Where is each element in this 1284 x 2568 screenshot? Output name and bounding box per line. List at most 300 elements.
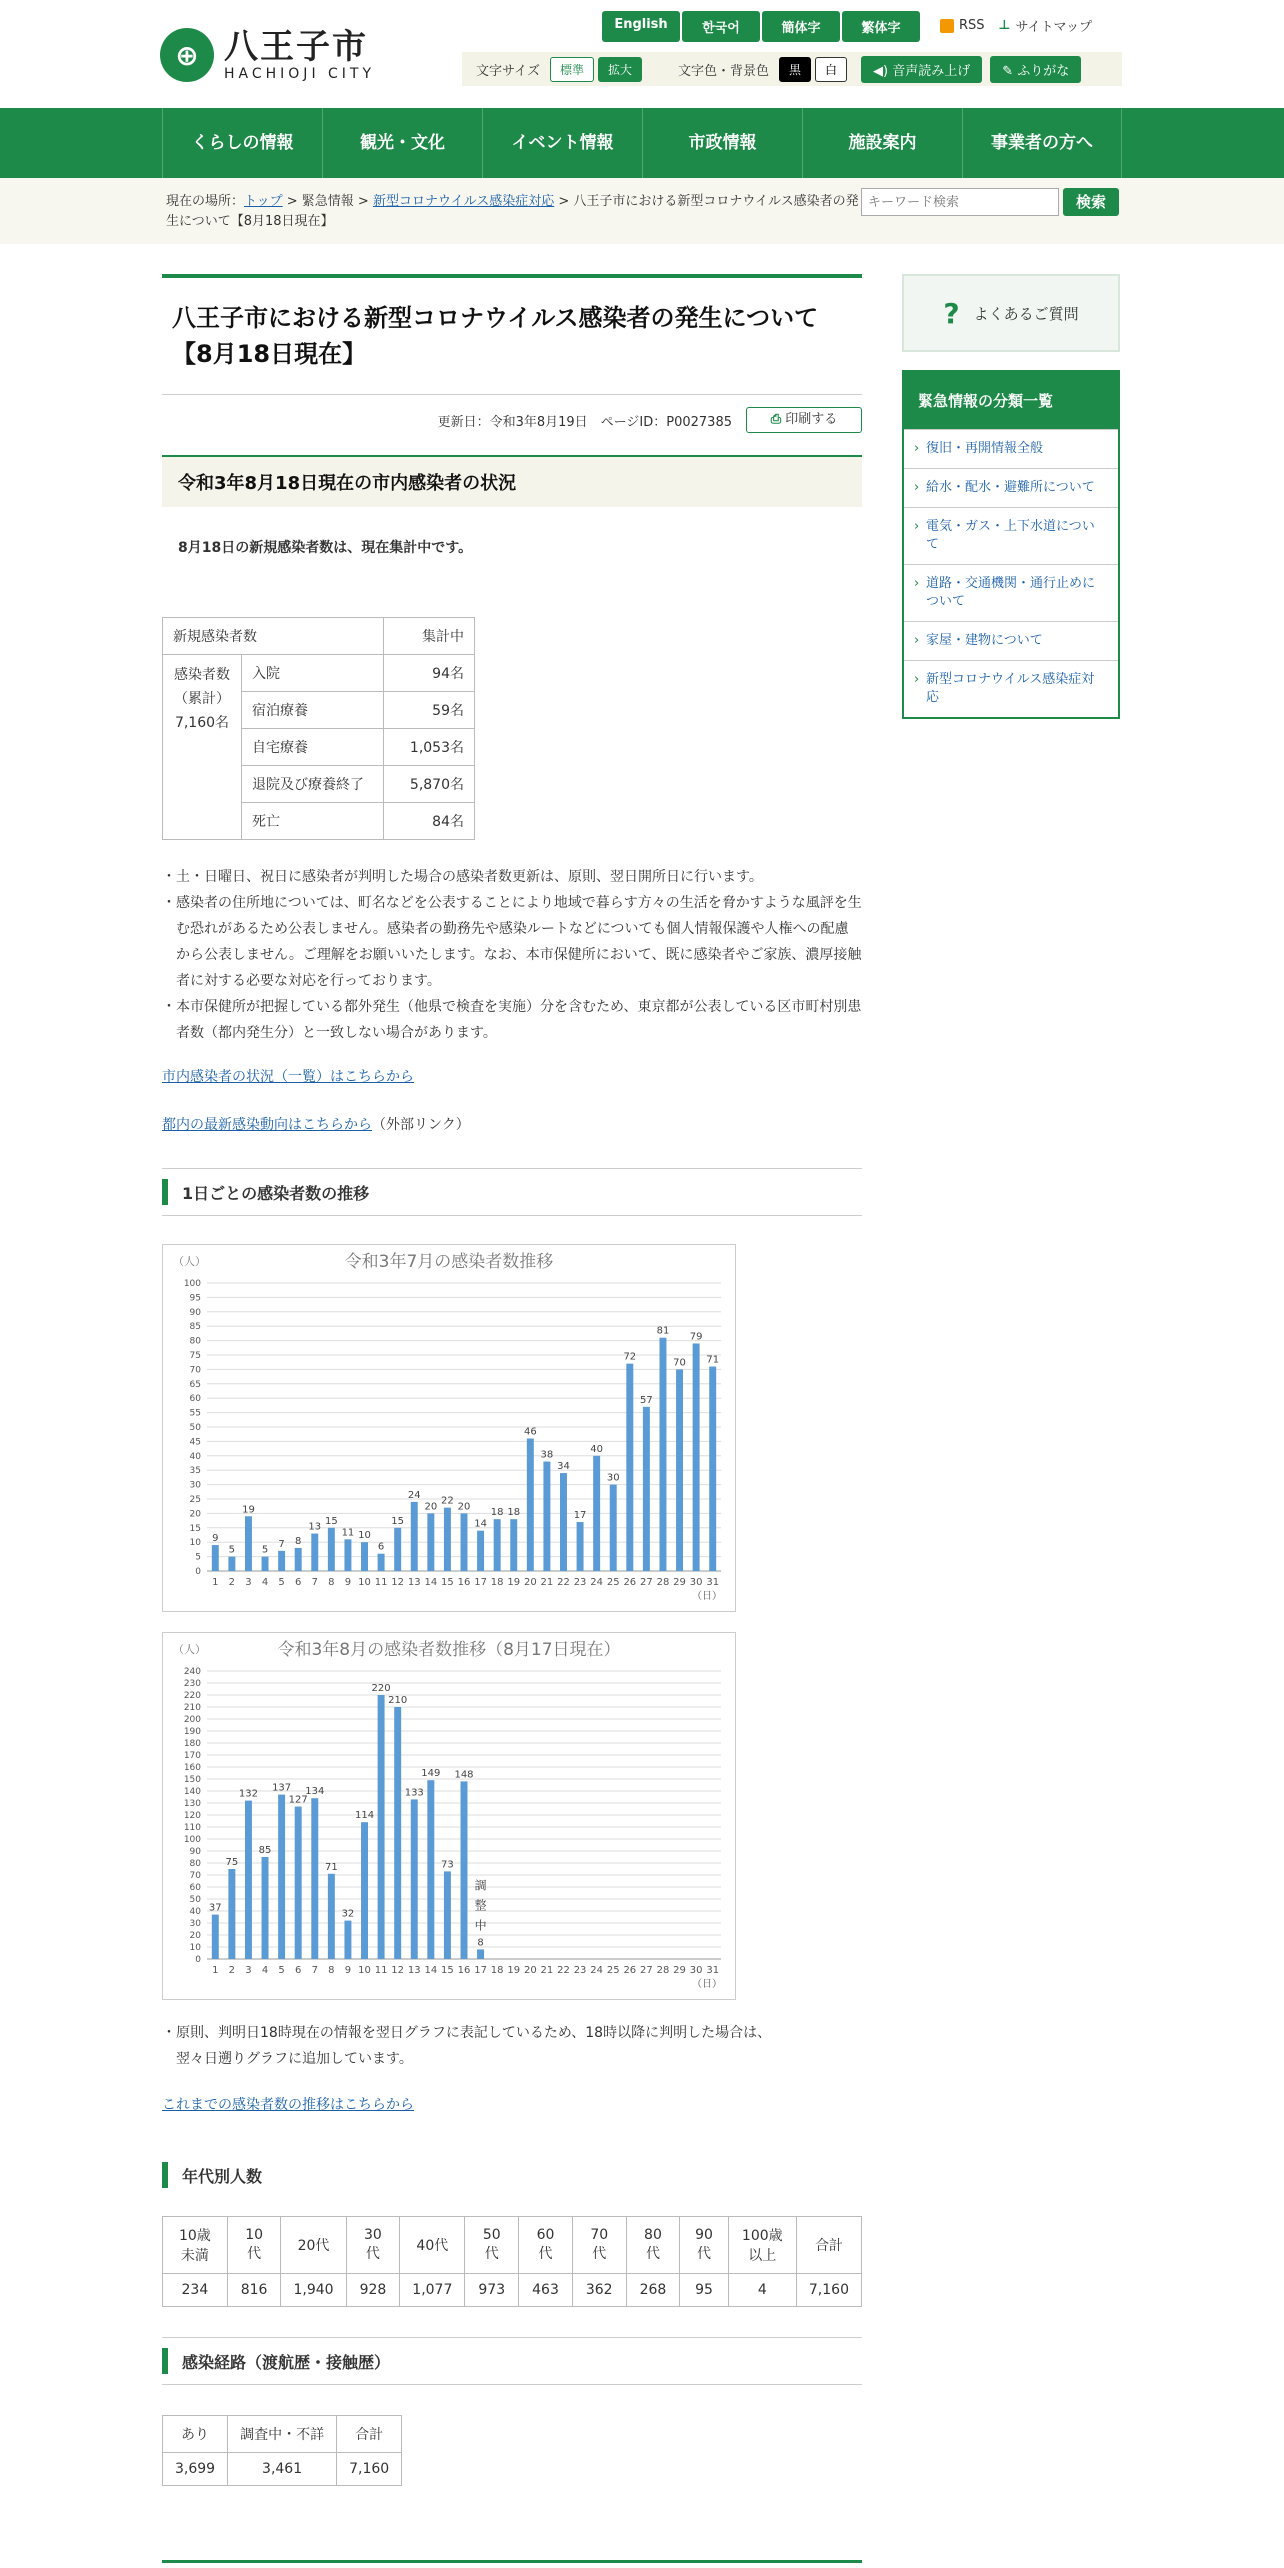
data-label: 220 [371, 1683, 391, 1694]
nav-facilities[interactable]: 施設案内 [802, 108, 962, 178]
rss-icon [940, 19, 954, 33]
y-tick-label: 70 [189, 1365, 201, 1376]
category-item[interactable]: › 給水・配水・避難所について [904, 468, 1118, 507]
x-tick-label: 21 [540, 1577, 554, 1588]
data-label: 17 [573, 1510, 587, 1522]
furigana-button[interactable]: ✎ ふりがな [990, 56, 1081, 83]
new-cases-label: 新規感染者数 [163, 618, 384, 655]
print-label: 印刷する [785, 412, 838, 427]
chart-note-line: ・原則、判明日18時現在の情報を翌日グラフに表記しているため、18時以降に判明した場合は、 [162, 2025, 772, 2041]
bar [262, 1857, 269, 1959]
x-tick-label: 16 [457, 1965, 471, 1976]
bar [228, 1557, 235, 1571]
cumulative-sub: （累計） [174, 691, 230, 707]
x-tick-label: 2 [228, 1577, 236, 1588]
x-tick-label: 25 [606, 1577, 620, 1588]
data-label: 134 [305, 1786, 325, 1798]
bar [328, 1528, 335, 1571]
y-tick-label: 220 [183, 1691, 201, 1701]
route-value: 3,461 [228, 2453, 337, 2486]
new-cases-value: 集計中 [384, 618, 475, 655]
lang-simplified[interactable]: 簡体字 [762, 11, 840, 42]
language-links [602, 11, 922, 42]
y-tick-label: 50 [189, 1423, 201, 1433]
x-tick-label: 20 [523, 1577, 537, 1588]
age-header: 50代 [465, 2217, 519, 2274]
data-label: 30 [606, 1472, 620, 1484]
bar [477, 1949, 484, 1959]
search-input[interactable] [861, 188, 1059, 216]
x-tick-label: 12 [391, 1577, 405, 1588]
bar [494, 1519, 501, 1571]
x-tick-label: 14 [424, 1965, 438, 1976]
bar [245, 1516, 252, 1571]
lang-traditional[interactable]: 繁体字 [842, 11, 920, 42]
x-tick-label: 22 [557, 1965, 570, 1976]
x-tick-label: 8 [328, 1965, 335, 1976]
row-value: 94名 [384, 655, 475, 692]
page-meta: 更新日：令和3年8月19日 ページID：P0027385 [437, 414, 732, 430]
y-tick-label: 30 [189, 1919, 201, 1929]
print-button[interactable] [746, 407, 862, 433]
x-tick-label: 9 [344, 1965, 352, 1976]
y-tick-label: 10 [189, 1538, 201, 1549]
x-tick-label: 28 [656, 1965, 670, 1976]
tokyo-trend-link[interactable]: 都内の最新感染動向はこちらから [162, 1117, 372, 1133]
x-tick-label: 15 [441, 1965, 454, 1976]
global-nav [0, 108, 1284, 178]
lang-korean[interactable]: 한국어 [682, 11, 760, 42]
category-title: 緊急情報の分類一覧 [904, 372, 1118, 429]
x-tick-label: 24 [590, 1577, 604, 1588]
data-label: 37 [208, 1902, 222, 1914]
bar [328, 1874, 335, 1959]
x-tick-label: 13 [407, 1577, 421, 1588]
y-tick-label: 15 [189, 1523, 201, 1534]
data-label: 5 [228, 1544, 236, 1556]
bar [278, 1795, 285, 1959]
row-label: 自宅療養 [242, 729, 384, 766]
chart-title: 令和3年8月の感染者数推移（8月17日現在） [277, 1640, 621, 1660]
question-icon: ? [943, 296, 960, 330]
bar [212, 1545, 219, 1571]
x-tick-label: 28 [656, 1577, 670, 1588]
bar [444, 1871, 451, 1959]
cumulative-label: 感染者数 [174, 667, 230, 683]
breadcrumb-emergency: > 緊急情報 > [282, 194, 373, 209]
status-table [162, 617, 475, 840]
x-tick-label: 11 [374, 1965, 388, 1976]
route-table [162, 2415, 402, 2486]
y-tick-label: 110 [183, 1823, 201, 1833]
bar [626, 1364, 633, 1571]
breadcrumb-current: > 八王子市における新型コロナウイルス感染者の発生について【8月18日現在】 [166, 194, 859, 229]
y-tick-label: 20 [189, 1931, 201, 1941]
nav-living[interactable]: くらしの情報 [162, 108, 322, 178]
x-tick-label: 31 [706, 1577, 720, 1588]
age-header: 20代 [281, 2217, 346, 2274]
breadcrumb [166, 192, 866, 232]
category-item[interactable]: › 家屋・建物について [904, 621, 1118, 660]
age-heading: 年代別人数 [162, 2152, 862, 2198]
data-label: 79 [689, 1331, 703, 1343]
row-value: 84名 [384, 803, 475, 840]
bar [676, 1369, 683, 1571]
sitemap-label: サイトマップ [1015, 20, 1093, 35]
july-chart [163, 1245, 735, 1611]
x-tick-label: 22 [557, 1577, 570, 1588]
lang-english[interactable]: English [602, 11, 680, 42]
x-tick-label: 27 [640, 1577, 653, 1588]
age-table [162, 2216, 862, 2307]
age-value: 234 [163, 2274, 228, 2307]
x-tick-label: 23 [573, 1965, 587, 1976]
y-tick-label: 120 [183, 1811, 201, 1821]
faq-label: よくあるご質問 [973, 304, 1079, 323]
bar [593, 1456, 600, 1571]
voice-read-button[interactable]: ◀) 音声読み上げ [861, 56, 982, 83]
y-tick-label: 80 [189, 1336, 201, 1347]
note-item: ・土・日曜日、祝日に感染者が判明した場合の感染者数更新は、原則、翌日開所日に行います。 [162, 869, 763, 885]
category-item[interactable]: › 新型コロナウイルス感染症対応 [904, 660, 1118, 717]
data-label: 57 [640, 1394, 653, 1406]
y-tick-label: 190 [183, 1727, 201, 1737]
row-label: 退院及び療養終了 [242, 766, 384, 803]
y-tick-label: 10 [189, 1943, 201, 1953]
font-size-label: 文字サイズ [476, 63, 540, 79]
bar [278, 1551, 285, 1571]
route-value: 7,160 [337, 2453, 402, 2486]
x-tick-label: 30 [689, 1577, 703, 1588]
sitemap-link[interactable] [999, 16, 1092, 35]
july-chart-box [162, 1244, 736, 1612]
data-label: 114 [354, 1810, 375, 1822]
printer-icon: ⎙ [770, 412, 782, 427]
category-item[interactable]: › 復旧・再開情報全般 [904, 429, 1118, 468]
data-label: 40 [590, 1443, 604, 1455]
age-value: 1,940 [281, 2274, 346, 2307]
section-heading: 令和3年8月18日現在の市内感染者の状況 [162, 455, 862, 507]
data-label: 15 [391, 1515, 405, 1527]
breadcrumb-prefix: 現在の場所： [166, 194, 245, 209]
x-tick-label: 6 [295, 1577, 302, 1588]
x-tick-label: 30 [689, 1965, 703, 1976]
color-label: 文字色・背景色 [678, 63, 770, 79]
lead-text: 8月18日の新規感染者数は、現在集計中です。 [178, 540, 473, 556]
rss-label: RSS [959, 18, 985, 33]
age-value: 1,077 [400, 2274, 465, 2307]
data-label: 8 [295, 1535, 302, 1547]
chart-note-line: 翌々日遡りグラフに追加しています。 [176, 2051, 413, 2067]
x-tick-label: 7 [311, 1965, 318, 1976]
data-label: 13 [308, 1521, 322, 1533]
x-tick-label: 9 [344, 1577, 352, 1588]
data-label: 75 [225, 1857, 239, 1868]
bar [361, 1542, 368, 1571]
row-value: 5,870名 [384, 766, 475, 803]
logo-japanese: 八王子市 [224, 27, 368, 67]
data-label: 149 [421, 1768, 441, 1780]
nav-business[interactable]: 事業者の方へ [962, 108, 1122, 178]
x-tick-label: 13 [407, 1965, 421, 1976]
y-tick-label: 210 [183, 1703, 201, 1713]
x-tick-label: 8 [328, 1577, 335, 1588]
x-tick-label: 5 [278, 1577, 285, 1588]
data-label: 9 [212, 1533, 219, 1545]
bar [378, 1554, 385, 1571]
y-tick-label: 50 [189, 1895, 201, 1905]
age-header: 合計 [796, 2217, 861, 2274]
x-tick-label: 24 [590, 1965, 604, 1976]
history-link[interactable]: これまでの感染者数の推移はこちらから [162, 2097, 414, 2113]
y-tick-label: 35 [189, 1466, 201, 1477]
bar [394, 1528, 401, 1571]
notes [162, 864, 862, 1046]
faq-button[interactable] [902, 274, 1120, 352]
y-tick-label: 45 [189, 1437, 201, 1448]
data-label: 71 [324, 1861, 338, 1873]
color-white-button[interactable]: 白 [815, 57, 847, 82]
x-tick-label: 10 [358, 1965, 371, 1976]
bar [427, 1780, 434, 1959]
bar [295, 1548, 302, 1571]
bar [411, 1799, 418, 1959]
bar [344, 1921, 351, 1959]
data-label: 132 [238, 1788, 258, 1800]
y-tick-label: 170 [183, 1751, 201, 1761]
bar [577, 1522, 584, 1571]
data-label: 8 [477, 1937, 484, 1949]
data-label: 10 [358, 1530, 371, 1542]
x-tick-label: 4 [261, 1965, 269, 1976]
bar [361, 1822, 368, 1959]
y-tick-label: 150 [183, 1775, 201, 1785]
x-tick-label: 5 [278, 1965, 285, 1976]
bar [693, 1343, 700, 1571]
category-item[interactable]: › 道路・交通機関・通行止めについて [904, 564, 1118, 621]
x-tick-label: 18 [490, 1577, 504, 1588]
y-tick-label: 240 [183, 1667, 201, 1677]
y-tick-label: 90 [189, 1307, 201, 1318]
category-item[interactable]: › 電気・ガス・上下水道について [904, 507, 1118, 564]
row-label: 宿泊療養 [242, 692, 384, 729]
data-label: 15 [324, 1515, 338, 1527]
data-label: 6 [377, 1541, 385, 1553]
y-tick-label: 75 [189, 1351, 201, 1361]
bar [527, 1439, 534, 1571]
data-label: 148 [454, 1769, 474, 1781]
city-list-link[interactable]: 市内感染者の状況（一覧）はこちらから [162, 1069, 414, 1085]
logo-english: HACHIOJI CITY [224, 66, 376, 82]
annotation: 中 [474, 1918, 487, 1933]
cumulative-value: 7,160名 [174, 715, 230, 731]
age-value: 362 [572, 2274, 626, 2307]
voice-label: 音声読み上げ [892, 63, 971, 79]
data-label: 71 [706, 1354, 720, 1366]
y-tick-label: 140 [183, 1787, 201, 1797]
breadcrumb-top[interactable]: トップ [244, 194, 283, 209]
x-tick-label: 15 [441, 1577, 454, 1588]
color-black-button[interactable]: 黒 [779, 57, 811, 82]
bar [543, 1462, 550, 1571]
daily-heading: 1日ごとの感染者数の推移 [162, 1168, 862, 1216]
x-tick-label: 1 [212, 1965, 219, 1976]
external-link-note: （外部リンク） [372, 1117, 470, 1133]
x-tick-label: 23 [573, 1577, 587, 1588]
cumulative-cell [163, 655, 242, 840]
x-tick-label: 1 [212, 1577, 219, 1588]
data-label: 24 [407, 1489, 421, 1501]
page-title: 八王子市における新型コロナウイルス感染者の発生について【8月18日現在】 [162, 274, 862, 395]
age-header: 30代 [346, 2217, 400, 2274]
annotation: 調 [474, 1878, 487, 1893]
route-value: 3,699 [163, 2453, 228, 2486]
age-value: 7,160 [796, 2274, 861, 2307]
x-tick-label: 27 [640, 1965, 653, 1976]
age-value: 973 [465, 2274, 519, 2307]
y-tick-label: 25 [189, 1495, 201, 1505]
age-header: 70代 [572, 2217, 626, 2274]
data-label: 46 [523, 1426, 537, 1438]
data-label: 20 [457, 1501, 471, 1513]
data-label: 34 [557, 1461, 570, 1473]
x-tick-label: 16 [457, 1577, 471, 1588]
y-tick-label: 100 [183, 1835, 201, 1845]
bar [643, 1407, 650, 1571]
bottom-divider [162, 2560, 862, 2563]
row-label: 死亡 [242, 803, 384, 840]
y-tick-label: 60 [189, 1394, 201, 1405]
breadcrumb-covid[interactable]: 新型コロナウイルス感染症対応 [372, 194, 555, 209]
age-header: 10代 [227, 2217, 281, 2274]
data-label: 38 [540, 1449, 554, 1461]
august-chart [163, 1633, 735, 1999]
y-axis-label: （人） [173, 1643, 206, 1656]
y-tick-label: 20 [189, 1509, 201, 1520]
x-tick-label: 29 [673, 1965, 686, 1976]
y-tick-label: 80 [189, 1859, 201, 1869]
x-tick-label: 4 [261, 1577, 269, 1588]
font-large-button[interactable]: 拡大 [598, 57, 642, 82]
y-tick-label: 230 [183, 1679, 201, 1689]
data-label: 85 [258, 1845, 272, 1856]
data-label: 81 [656, 1325, 670, 1337]
bar [659, 1338, 666, 1571]
furigana-label: ふりがな [1017, 63, 1070, 79]
accessibility-toolbar [462, 52, 1122, 86]
bar [444, 1508, 451, 1571]
sitemap-icon: ⊥ [998, 18, 1011, 33]
bar [228, 1869, 235, 1959]
site-header [0, 0, 1284, 108]
search-button[interactable]: 検索 [1063, 188, 1119, 216]
x-tick-label: 26 [623, 1577, 637, 1588]
data-label: 19 [242, 1504, 255, 1516]
y-axis-label: （人） [173, 1255, 206, 1268]
y-tick-label: 130 [183, 1799, 201, 1809]
data-label: 7 [278, 1538, 285, 1550]
site-search [861, 188, 1119, 216]
x-tick-label: 3 [245, 1965, 252, 1976]
data-label: 18 [507, 1507, 521, 1519]
bar [394, 1707, 401, 1959]
y-tick-label: 40 [189, 1907, 201, 1917]
august-chart-box [162, 1632, 736, 2000]
data-label: 5 [261, 1544, 269, 1556]
x-tick-label: 29 [673, 1577, 686, 1588]
nav-events[interactable]: イベント情報 [482, 108, 642, 178]
rss-link[interactable] [940, 16, 985, 35]
y-tick-label: 200 [183, 1715, 201, 1725]
bar [295, 1807, 302, 1959]
age-value: 4 [728, 2274, 796, 2307]
y-tick-label: 70 [189, 1871, 201, 1881]
x-tick-label: 20 [523, 1965, 537, 1976]
y-tick-label: 90 [189, 1847, 201, 1857]
x-tick-label: 6 [295, 1965, 302, 1976]
x-tick-label: 31 [706, 1965, 720, 1976]
bar [709, 1367, 716, 1571]
y-tick-label: 55 [189, 1408, 201, 1419]
annotation: 整 [474, 1898, 487, 1913]
data-label: 133 [404, 1787, 424, 1799]
y-tick-label: 60 [189, 1883, 201, 1893]
city-emblem-icon: ⊕ [160, 28, 214, 82]
age-value: 463 [519, 2274, 573, 2307]
bar [262, 1557, 269, 1571]
y-tick-label: 85 [189, 1322, 201, 1333]
age-header: 100歳以上 [728, 2217, 796, 2274]
age-value: 928 [346, 2274, 400, 2307]
note-item: ・感染者の住所地については、町名などを公表することにより地域で暮らす方々の生活を脅かすような風評を生む恐れがあるため公表しません。感染者の勤務先や感染ルートなどについても個人情報保護や人権への配慮から公表しません。ご理解をお願いいたします。なお、本市保健所において、既に感染者やご家族、濃厚接触者に対する必要な対応を行っております。 [162, 895, 862, 989]
data-label: 137 [272, 1782, 292, 1794]
data-label: 73 [441, 1859, 454, 1871]
nav-city-admin[interactable]: 市政情報 [642, 108, 802, 178]
age-header: 90代 [680, 2217, 728, 2274]
data-label: 11 [341, 1527, 355, 1539]
y-tick-label: 40 [189, 1451, 201, 1462]
x-tick-label: 21 [540, 1965, 554, 1976]
bar [477, 1531, 484, 1571]
row-value: 59名 [384, 692, 475, 729]
row-label: 入院 [242, 655, 384, 692]
y-tick-label: 0 [195, 1955, 201, 1965]
main-content [162, 274, 862, 2486]
age-header: 80代 [626, 2217, 680, 2274]
x-tick-label: 14 [424, 1577, 438, 1588]
age-value: 816 [227, 2274, 281, 2307]
site-logo[interactable] [160, 28, 375, 82]
y-tick-label: 100 [183, 1279, 201, 1289]
bar [427, 1513, 434, 1571]
x-tick-label: 17 [474, 1577, 487, 1588]
y-tick-label: 5 [195, 1552, 201, 1563]
bar [378, 1695, 385, 1959]
x-tick-label: 7 [311, 1577, 318, 1588]
data-label: 22 [441, 1495, 454, 1507]
y-tick-label: 0 [195, 1567, 201, 1577]
age-value: 95 [680, 2274, 728, 2307]
y-tick-label: 180 [183, 1739, 201, 1749]
x-tick-label: 17 [474, 1965, 487, 1976]
nav-tourism[interactable]: 観光・文化 [322, 108, 482, 178]
route-header: あり [163, 2416, 228, 2453]
bar [245, 1801, 252, 1959]
x-axis-label: （日） [692, 1979, 722, 1990]
y-tick-label: 65 [189, 1379, 201, 1390]
bar [461, 1513, 468, 1571]
font-standard-button[interactable]: 標準 [550, 57, 594, 82]
